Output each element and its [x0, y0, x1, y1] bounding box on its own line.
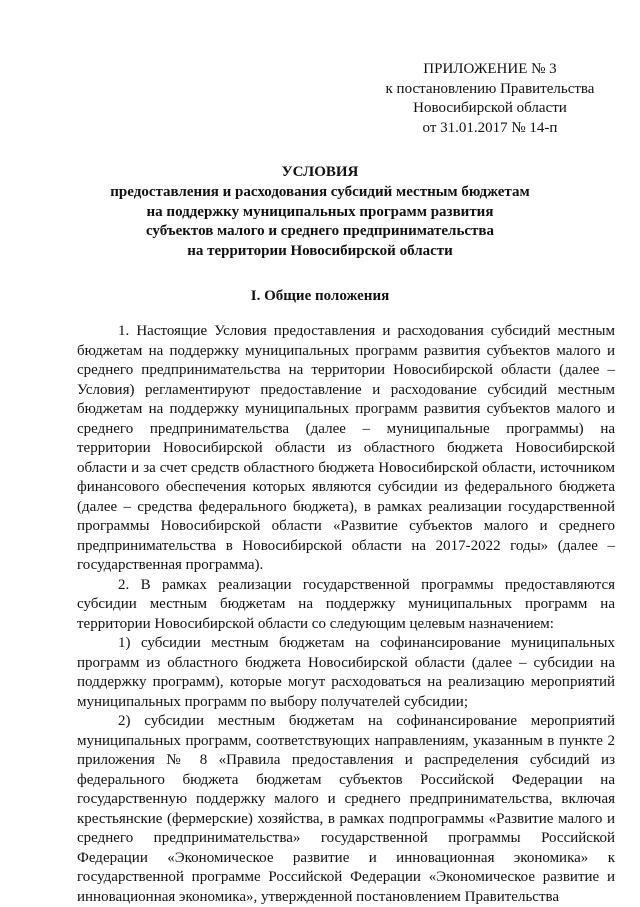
title-line: предоставления и расходования субсидий местным бюджетам	[110, 183, 530, 200]
appendix-date: от 31.01.2017 № 14-п	[422, 119, 558, 136]
document-title	[60, 163, 580, 262]
paragraph: 1) субсидии местным бюджетам на софинансирование муниципальных программ из областного бюджета Новосибирской области (далее – субсидии на поддержку программ), которые могут расходоваться на реализацию мероприятий муниципальных программ по выбору получателей субсидии;	[77, 635, 615, 710]
paragraph: 2. В рамках реализации государственной программы предоставляются субсидии местным бюджетам на поддержку муниципальных программ на территории Новосибирской области со следующим целевым назначением:	[77, 576, 615, 632]
title-line: на территории Новосибирской области	[187, 243, 453, 260]
paragraph: 1. Настоящие Условия предоставления и расходования субсидий местным бюджетам на поддержку муниципальных программ развития субъектов малого и среднего предпринимательства на территории Новосибирской области (далее – Условия) регламентируют предоставление и расходование субсидий местным бюджетам на поддержку муниципальных программ развития субъектов малого и среднего предпринимательства (далее – муниципальные программы) на территории Новосибирской области из областного бюджета Новосибирской области и за счет средств областного бюджета Новосибирской области, источником финансового обеспечения которых являются субсидии из федерального бюджета (далее – средства федерального бюджета), в рамках реализации государственной программы Новосибирской области «Развитие субъектов малого и среднего предпринимательства в Новосибирской области на 2017-2022 годы» (далее – государственная программа).	[77, 323, 615, 573]
title-line: на поддержку муниципальных программ развития	[146, 203, 494, 220]
title-line: УСЛОВИЯ	[281, 164, 359, 180]
document-body	[77, 322, 615, 907]
appendix-region: Новосибирской области	[413, 100, 567, 116]
section-heading: I. Общие положения	[250, 288, 390, 304]
paragraph: 2) субсидии местным бюджетам на софинансирование мероприятий муниципальных программ, соответствующих направлениям, указанным в пункте 2 приложения № 8 «Правила предоставления и распределения субсидий из федерального бюджета бюджетам субъектов Российской Федерации на государственную поддержку малого и среднего предпринимательства, включая крестьянские (фермерские) хозяйства, в рамках подпрограммы «Развитие малого и среднего предпринимательства» государственной программы Российской Федерации «Экономическое развитие и инновационная экономика» к государственной программе Российской Федерации «Экономическое развитие и инновационная экономика», утвержденной постановлением Правительства	[77, 713, 615, 905]
appendix-header	[380, 60, 600, 138]
title-line: субъектов малого и среднего предпринимательства	[145, 223, 495, 240]
appendix-decree-ref: к постановлению Правительства	[385, 80, 595, 97]
appendix-number: ПРИЛОЖЕНИЕ № 3	[423, 61, 557, 77]
